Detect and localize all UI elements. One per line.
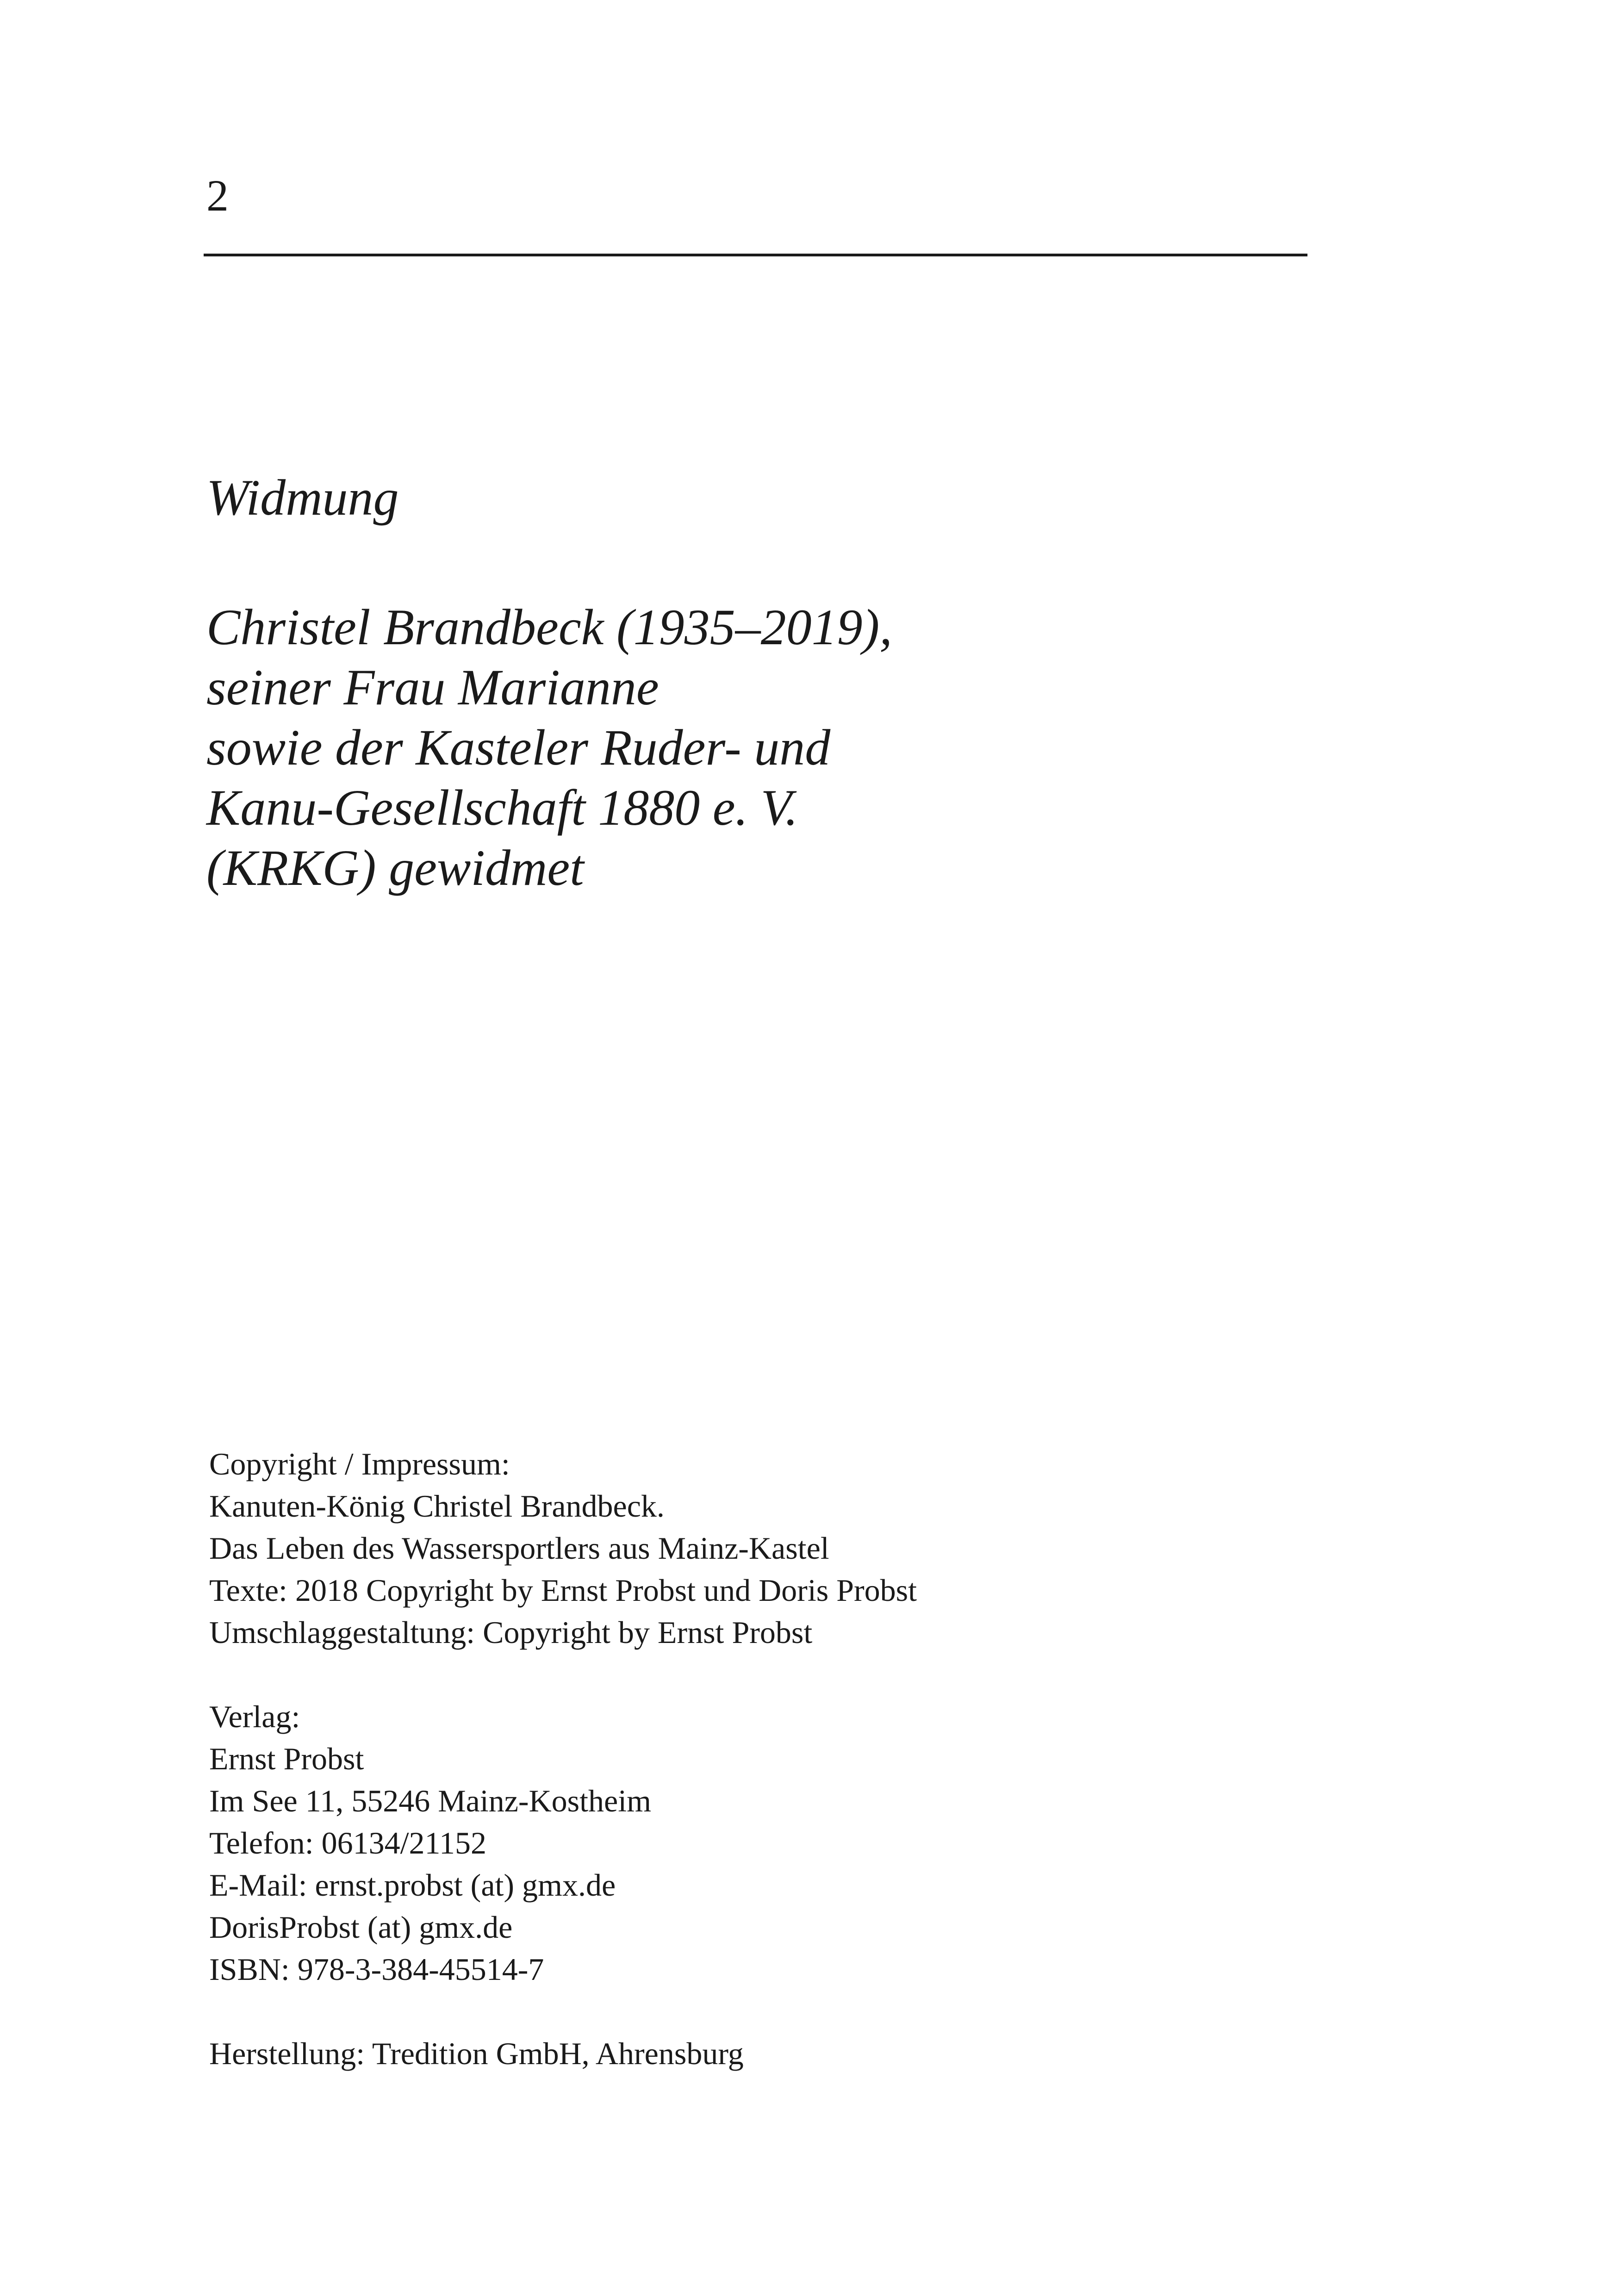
publisher-email-secondary: DorisProbst (at) gmx.de: [209, 1910, 513, 1945]
dedication-title: Widmung: [206, 469, 399, 526]
dedication-line: sowie der Kasteler Ruder- und: [206, 719, 831, 776]
book-title: Kanuten-König Christel Brandbeck.: [209, 1488, 665, 1524]
dedication-text: [206, 597, 892, 898]
page-number: 2: [206, 171, 229, 220]
cover-copyright: Umschlaggestaltung: Copyright by Ernst Probst: [209, 1615, 813, 1650]
production-credit: Herstellung: Tredition GmbH, Ahrensburg: [209, 2036, 744, 2071]
dedication-line: (KRKG) gewidmet: [206, 840, 584, 896]
copyright-heading: Copyright / Impressum:: [209, 1446, 510, 1481]
dedication-line: Kanu-Gesellschaft 1880 e. V.: [206, 779, 798, 836]
publisher-address: Im See 11, 55246 Mainz-Kostheim: [209, 1783, 651, 1818]
publisher-name: Ernst Probst: [209, 1741, 364, 1776]
imprint: [209, 1443, 917, 2075]
publisher-email: E-Mail: ernst.probst (at) gmx.de: [209, 1867, 616, 1903]
header-rule: [204, 254, 1307, 256]
spacer: [209, 1654, 917, 1696]
book-subtitle: Das Leben des Wassersportlers aus Mainz-Kastel: [209, 1531, 829, 1566]
dedication-line: seiner Frau Marianne: [206, 659, 659, 716]
isbn: ISBN: 978-3-384-45514-7: [209, 1952, 544, 1987]
text-copyright: Texte: 2018 Copyright by Ernst Probst und Doris Probst: [209, 1573, 917, 1608]
publisher-phone: Telefon: 06134/21152: [209, 1825, 486, 1860]
spacer: [209, 1991, 917, 2033]
publisher-heading: Verlag:: [209, 1699, 300, 1734]
dedication-line: Christel Brandbeck (1935–2019),: [206, 599, 892, 655]
